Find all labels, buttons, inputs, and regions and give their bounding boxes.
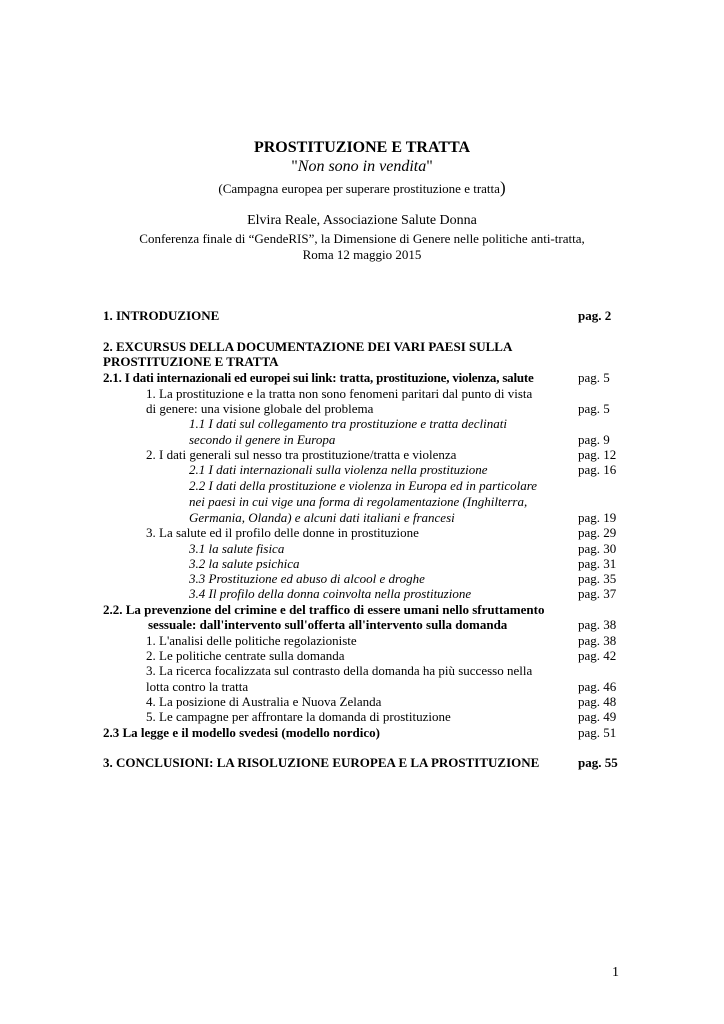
toc-2-2-2-label: 2. Le politiche centrate sulla domanda [146,648,345,663]
toc-2-2-2-page: pag. 42 [578,648,617,663]
subtitle-open-quote: " [291,158,298,175]
document-title: PROSTITUZIONE E TRATTA [253,139,471,156]
toc-2-1-2-2-line1: 2.2 I dati della prostituzione e violenza in Europa ed in particolare [189,478,538,493]
toc-2-1-3-1-label: 3.1 la salute fisica [189,541,285,556]
campaign-text: (Campagna europea per superare prostituzione e tratta [218,181,500,196]
subtitle-text: Non sono in vendita [297,158,427,175]
toc-section-2-2-page: pag. 38 [578,617,617,632]
toc-conclusions-label: 3. CONCLUSIONI: LA RISOLUZIONE EUROPEA E LA PROSTITUZIONE [103,755,540,770]
toc-2-1-3-page: pag. 29 [578,525,617,540]
subtitle-close-quote: " [426,158,433,175]
document-subtitle [0,157,724,176]
toc-2-2-3-page: pag. 46 [578,679,617,694]
toc-section-2-2-line1: 2.2. La prevenzione del crimine e del traffico di essere umani nello sfruttamento [103,602,545,617]
toc-section-2-1-label: 2.1. I dati internazionali ed europei sui link: tratta, prostituzione, violenza, salute [103,370,534,385]
toc-2-1-3-2-page: pag. 31 [578,556,617,571]
toc-section-2-1-page: pag. 5 [578,370,610,385]
toc-2-1-3-3-label: 3.3 Prostituzione ed abuso di alcool e droghe [189,571,425,586]
conference-line: Conferenza finale di “GendeRIS”, la Dimensione di Genere nelle politiche anti-tratta, [139,231,585,246]
toc-2-2-1-page: pag. 38 [578,633,617,648]
campaign-line [0,179,724,197]
toc-2-1-2-page: pag. 12 [578,447,617,462]
toc-section-2-line2: PROSTITUZIONE E TRATTA [103,354,279,369]
toc-2-1-2-label: 2. I dati generali sul nesso tra prostituzione/tratta e violenza [146,447,457,462]
author-line: Elvira Reale, Associazione Salute Donna [247,213,477,228]
toc-section-2-line1: 2. EXCURSUS DELLA DOCUMENTAZIONE DEI VARI PAESI SULLA [103,339,513,354]
toc-2-1-1-page: pag. 5 [578,401,610,416]
toc-section-2-2-line2: sessuale: dall'intervento sull'offerta all'intervento sulla domanda [148,617,508,632]
toc-introduction-page: pag. 2 [578,308,612,323]
toc-2-2-4-page: pag. 48 [578,694,617,709]
toc-2-1-3-3-page: pag. 35 [578,571,617,586]
toc-2-1-1-1-line1: 1.1 I dati sul collegamento tra prostituzione e tratta declinati [189,416,507,431]
toc-2-1-2-2-line3: Germania, Olanda) e alcuni dati italiani e francesi [189,510,455,525]
toc-2-1-1-1-page: pag. 9 [578,432,610,447]
toc-2-1-2-1-page: pag. 16 [578,462,617,477]
toc-2-2-5-page: pag. 49 [578,709,617,724]
toc-2-1-3-4-page: pag. 37 [578,586,617,601]
toc-2-1-2-2-line2: nei paesi in cui vige una forma di regolamentazione (Inghilterra, [189,494,528,509]
toc-2-1-1-line1: 1. La prostituzione e la tratta non sono fenomeni paritari dal punto di vista [146,386,533,401]
toc-2-2-4-label: 4. La posizione di Australia e Nuova Zelanda [146,694,382,709]
toc-2-2-3-line2: lotta contro la tratta [146,679,249,694]
toc-2-1-3-2-label: 3.2 la salute psichica [189,556,300,571]
toc-2-1-2-1-label: 2.1 I dati internazionali sulla violenza nella prostituzione [189,462,488,477]
toc-conclusions-page: pag. 55 [578,755,618,770]
toc-2-2-3-line1: 3. La ricerca focalizzata sul contrasto della domanda ha più successo nella [146,663,533,678]
toc-2-1-3-4-label: 3.4 Il profilo della donna coinvolta nella prostituzione [189,586,472,601]
toc-introduction-label: 1. INTRODUZIONE [103,308,220,323]
page-number: 1 [612,965,619,980]
toc-2-1-1-1-line2: secondo il genere in Europa [189,432,336,447]
toc-2-1-2-2-page: pag. 19 [578,510,617,525]
toc-section-2-3-page: pag. 51 [578,725,617,740]
toc-2-2-1-label: 1. L'analisi delle politiche regolazioniste [146,633,357,648]
campaign-close-paren: ) [499,178,506,197]
place-date-line: Roma 12 maggio 2015 [302,247,422,262]
toc-2-2-5-label: 5. Le campagne per affrontare la domanda di prostituzione [146,709,451,724]
toc-section-2-3-label: 2.3 La legge e il modello svedesi (modello nordico) [103,725,380,740]
toc-2-1-3-1-page: pag. 30 [578,541,617,556]
toc-2-1-1-line2: di genere: una visione globale del problema [146,401,374,416]
toc-2-1-3-label: 3. La salute ed il profilo delle donne in prostituzione [146,525,419,540]
